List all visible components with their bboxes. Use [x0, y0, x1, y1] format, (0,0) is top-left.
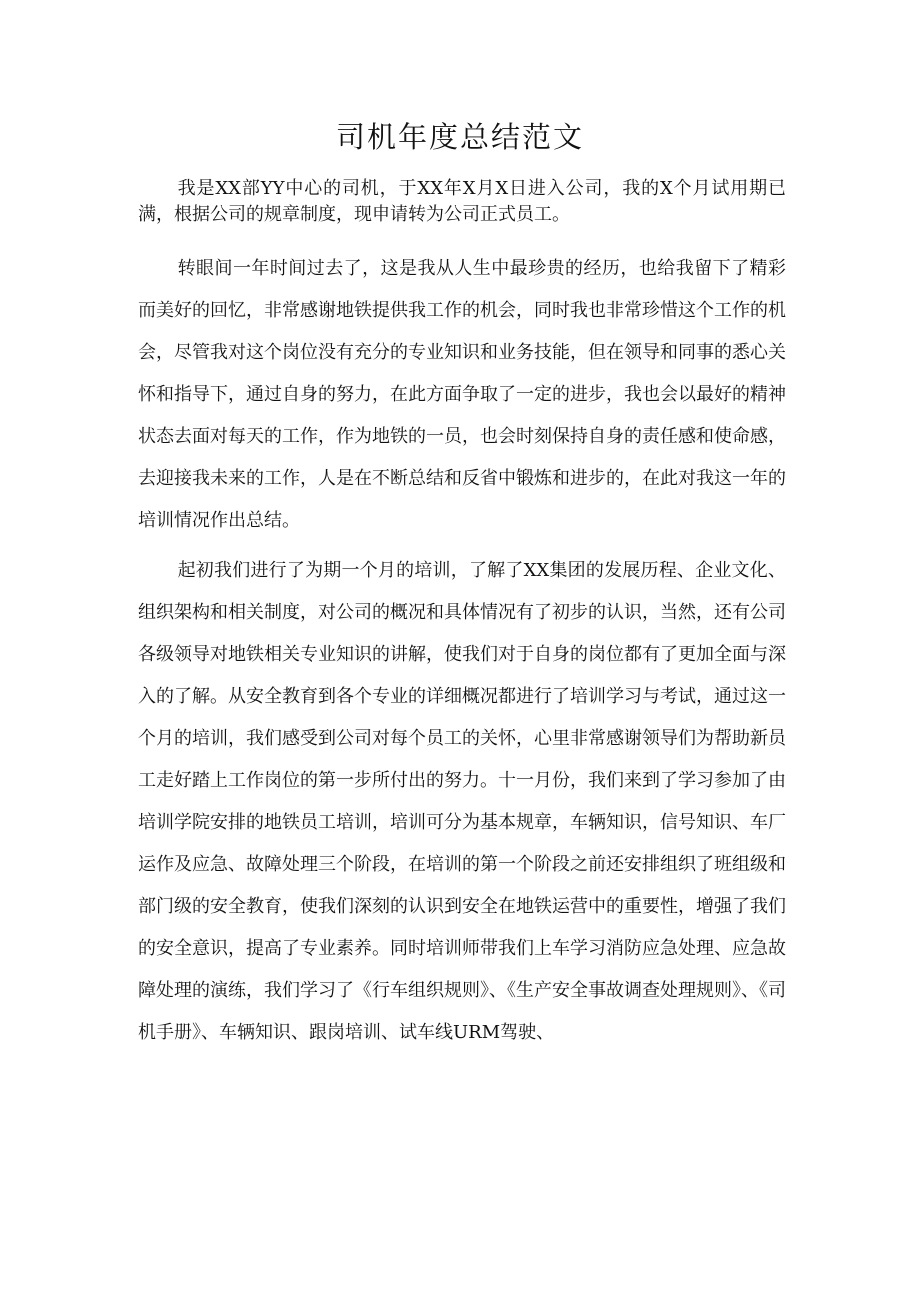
paragraph-intro: 我是XX部YY中心的司机，于XX年X月X日进入公司，我的X个月试用期已满，根据公司的规章制度，现申请转为公司正式员工。 — [138, 178, 786, 225]
paragraph-review: 转眼间一年时间过去了，这是我从人生中最珍贵的经历，也给我留下了精彩而美好的回忆，非常感谢地铁提供我工作的机会，同时我也非常珍惜这个工作的机会，尽管我对这个岗位没有充分的专业知识和业务技能，但在领导和同事的悉心关怀和指导下，通过自身的努力，在此方面争取了一定的进步，我也会以最好的精神状态去面对每天的工作，作为地铁的一员，也会时刻保持自身的责任感和使命感，去迎接我未来的工作，人是在不断总结和反省中锻炼和进步的，在此对我这一年的培训情况作出总结。 — [138, 258, 786, 531]
paragraph-training: 起初我们进行了为期一个月的培训，了解了XX集团的发展历程、企业文化、组织架构和相关制度，对公司的概况和具体情况有了初步的认识，当然，还有公司各级领导对地铁相关专业知识的讲解，使我们对于自身的岗位都有了更加全面与深入的了解。从安全教育到各个专业的详细概况都进行了培训学习与考试，通过这一个月的培训，我们感受到公司对每个员工的关怀，心里非常感谢领导们为帮助新员工走好踏上工作岗位的第一步所付出的努力。十一月份，我们来到了学习参加了由培训学院安排的地铁员工培训，培训可分为基本规章，车辆知识，信号知识、车厂运作及应急、故障处理三个阶段，在培训的第一个阶段之前还安排组织了班组级和部门级的安全教育，使我们深刻的认识到安全在地铁运营中的重要性，增强了我们的安全意识，提高了专业素养。同时培训师带我们上车学习消防应急处理、应急故障处理的演练，我们学习了《行车组织规则》、《生产安全事故调查处理规则》、《司机手册》、车辆知识、跟岗培训、试车线URM驾驶、 — [138, 560, 786, 1043]
document-title: 司机年度总结范文 — [335, 120, 584, 154]
document-body — [138, 176, 786, 1054]
